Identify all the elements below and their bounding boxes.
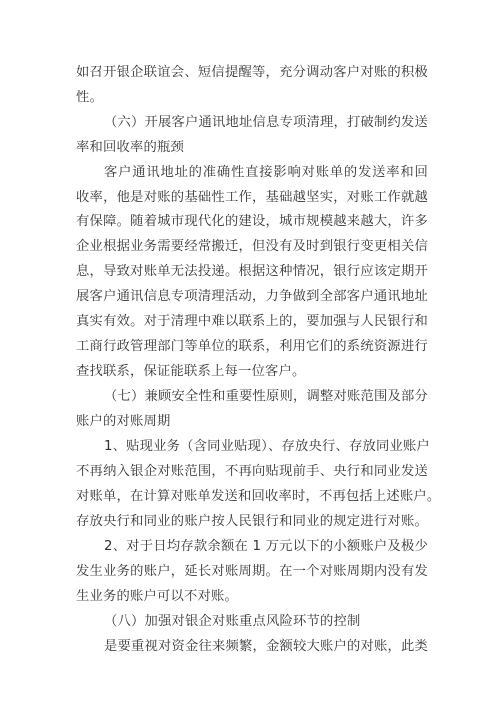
text-line: 2、对于日均存款余额在 1 万元以下的小额账户及极少 [104, 539, 428, 554]
text-line: 不再纳入银企对账范围，不再向贴现前手、央行和同业发送 [76, 464, 428, 479]
text-line: 工商行政管理部门等单位的联系，利用它们的系统资源进行 [76, 339, 428, 354]
text-line: 查找联系，保证能联系上每一位客户。 [76, 364, 306, 379]
text-line: （八）加强对银企对账重点风险环节的控制 [104, 614, 361, 629]
text-line: 有保障。随着城市现代化的建设，城市规模越来越大，许多 [76, 214, 428, 229]
text-line: 生业务的账户可以不对账。 [76, 589, 238, 604]
text-line: 存放央行和同业的账户按人民银行和同业的规定进行对账。 [76, 514, 428, 529]
text-line: 性。 [76, 90, 103, 105]
text-line: 真实有效。对于清理中难以联系上的，要加强与人民银行和 [76, 314, 428, 329]
text-line: 对账单，在计算对账单发送和回收率时，不再包括上述账户。 [76, 489, 441, 504]
text-line: 展客户通讯信息专项清理活动，力争做到全部客户通讯地址 [76, 289, 428, 304]
text-line: 息，导致对账单无法投递。根据这种情况，银行应该定期开 [76, 264, 428, 279]
text-line: 客户通讯地址的准确性直接影响对账单的发送率和回 [104, 165, 428, 180]
text-line: 率和回收率的瓶颈 [76, 140, 184, 155]
text-line: 1、贴现业务（含同业贴现）、存放央行、存放同业账户 [104, 439, 430, 454]
text-line: 如召开银企联谊会、短信提醒等，充分调动客户对账的积极 [76, 65, 428, 80]
text-line: （六）开展客户通讯地址信息专项清理，打破制约发送 [104, 115, 428, 130]
text-line: （七）兼顾安全性和重要性原则，调整对账范围及部分 [104, 389, 428, 404]
text-line: 是要重视对资金往来频繁，金额较大账户的对账，此类 [104, 639, 428, 654]
text-line: 企业根据业务需要经常搬迁，但没有及时到银行变更相关信 [76, 239, 428, 254]
text-line: 收率，他是对账的基础性工作，基础越坚实，对账工作就越 [76, 190, 428, 205]
text-line: 账户的对账周期 [76, 414, 171, 429]
text-line: 发生业务的账户，延长对账周期。在一个对账周期内没有发 [76, 564, 428, 579]
